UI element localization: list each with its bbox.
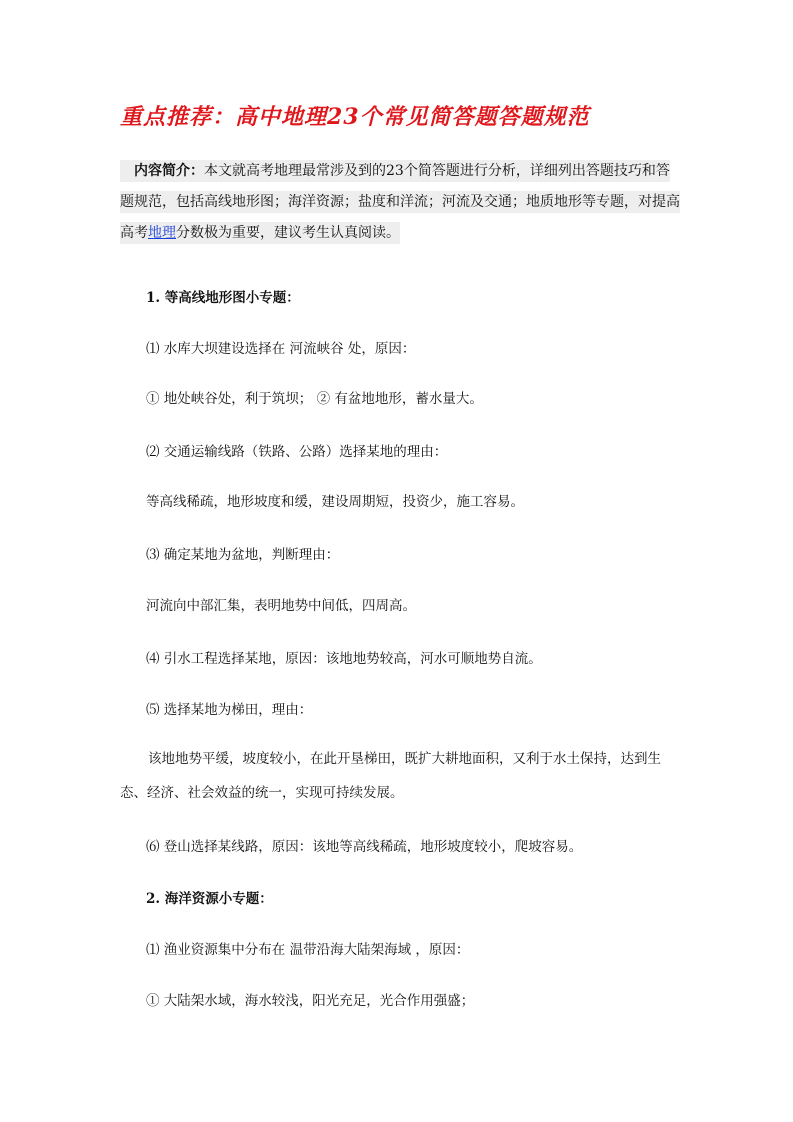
- intro-paragraph: [120, 156, 680, 249]
- s1-question-1: ⑴ 水库大坝建设选择在 河流峡谷 处，原因：: [146, 341, 416, 357]
- intro-label: 内容简介：: [134, 163, 204, 179]
- s1-question-6: ⑹ 登山选择某线路，原因：该地等高线稀疏，地形坡度较小，爬坡容易。: [146, 839, 583, 855]
- document-title: 重点推荐：高中地理23个常见简答题答题规范: [120, 104, 590, 130]
- geography-link[interactable]: 地理: [148, 225, 176, 241]
- intro-text: 本文就高考地理最常涉及到的23个简答题进行分析，详细列出答题技巧和答题规范，包括高线地形图；海洋资源；盐度和洋流；河流及交通；地质地形等专题，对提高高考: [120, 163, 680, 241]
- s1-answer-1: ① 地处峡谷处，利于筑坝； ② 有盆地地形，蓄水量大。: [146, 391, 483, 407]
- s1-question-3: ⑶ 确定某地为盆地，判断理由：: [146, 547, 340, 563]
- s1-question-2: ⑵ 交通运输线路（铁路、公路）选择某地的理由：: [146, 444, 448, 460]
- s2-answer-1: ① 大陆架水域，海水较浅，阳光充足，光合作用强盛；: [146, 993, 475, 1009]
- s1-answer-5: 该地地势平缓，坡度较小，在此开垦梯田，既扩大耕地面积，又利于水土保持，达到生态、经济、社会效益的统一，实现可持续发展。: [120, 751, 661, 801]
- section-1-heading: 1. 等高线地形图小专题：: [146, 290, 300, 306]
- intro-highlight: [120, 160, 680, 244]
- intro-text-end: 分数极为重要，建议考生认真阅读。: [176, 225, 400, 241]
- section-2-heading: 2. 海洋资源小专题：: [146, 891, 273, 907]
- s1-question-4: ⑷ 引水工程选择某地，原因：该地地势较高，河水可顺地势自流。: [146, 651, 542, 667]
- s1-answer-3: 河流向中部汇集，表明地势中间低，四周高。: [146, 598, 416, 614]
- s1-answer-2: 等高线稀疏，地形坡度和缓，建设周期短，投资少，施工容易。: [146, 494, 524, 510]
- s1-question-5: ⑸ 选择某地为梯田，理由：: [146, 702, 313, 718]
- s2-question-1: ⑴ 渔业资源集中分布在 温带沿海大陆架海域 ，原因：: [146, 942, 470, 958]
